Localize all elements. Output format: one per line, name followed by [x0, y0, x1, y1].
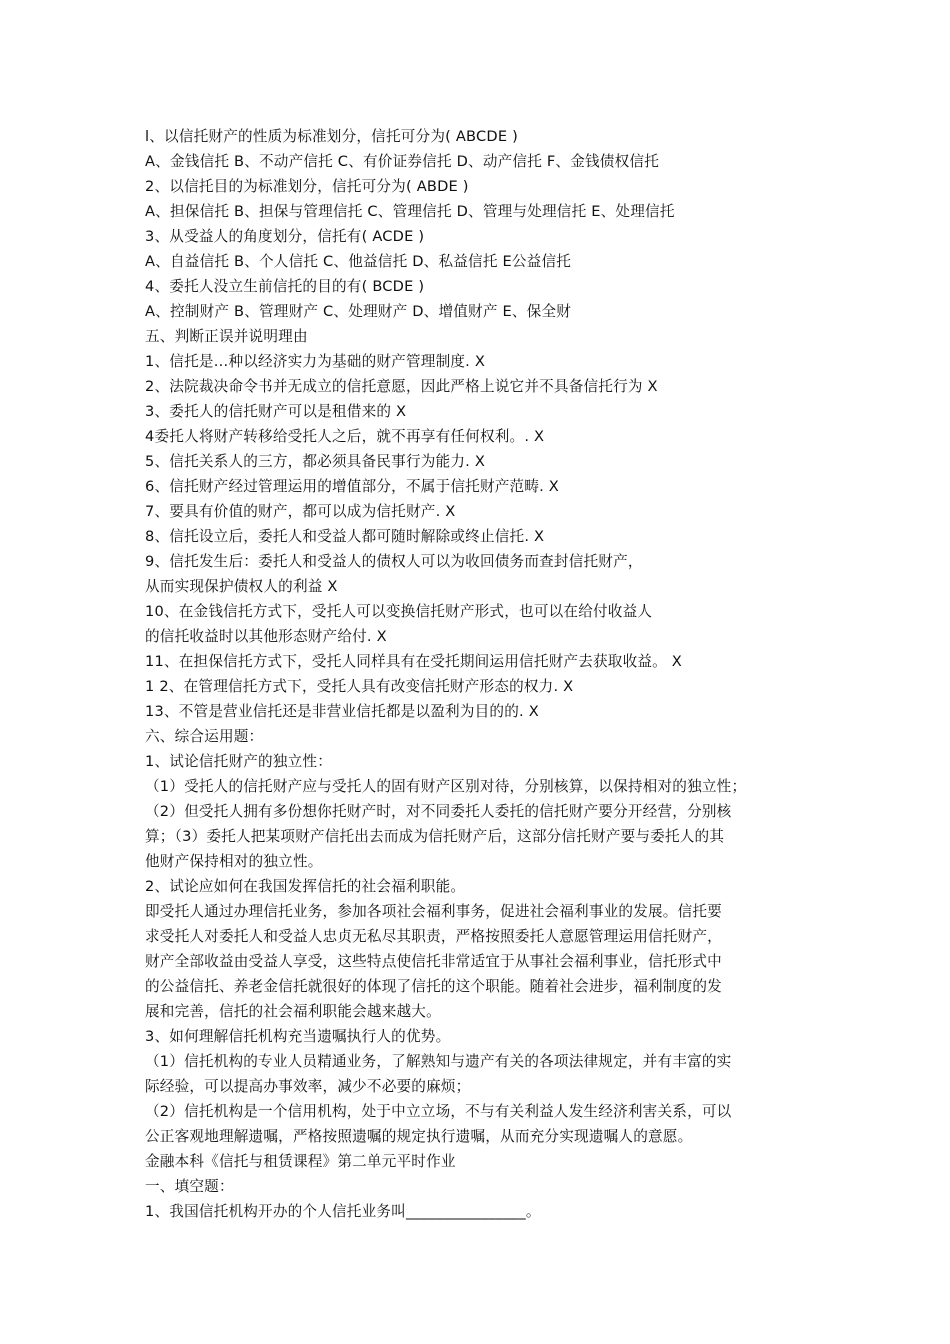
essay-answer-line: （1）信托机构的专业人员精通业务，了解熟知与遗产有关的各项法律规定，并有丰富的实 — [145, 1053, 732, 1070]
essay-answer-line: （2）信托机构是一个信用机构，处于中立立场，不与有关利益人发生经济利害关系，可以 — [145, 1103, 732, 1120]
essay-answer-line: 求受托人对委托人和受益人忠贞无私尽其职责，严格按照委托人意愿管理运用信托财产， — [145, 928, 722, 945]
judgement-line: 7、要具有价值的财产，都可以成为信托财产. X — [145, 503, 456, 520]
judgement-line: 1 2、在管理信托方式下，受托人具有改变信托财产形态的权力. X — [145, 678, 574, 695]
fill-blank-question: 1、我国信托机构开办的个人信托业务叫________________。 — [145, 1203, 541, 1220]
judgement-line: 5、信托关系人的三方，都必须具备民事行为能力. X — [145, 453, 486, 470]
options-line: A、金钱信托 B、不动产信托 C、有价证券信托 D、动产信托 F、金钱债权信托 — [145, 153, 659, 170]
essay-question: 2、试论应如何在我国发挥信托的社会福利职能。 — [145, 878, 466, 895]
essay-answer-line: 际经验，可以提高办事效率，减少不必要的麻烦； — [145, 1078, 471, 1095]
options-line: A、控制财产 B、管理财产 C、处理财产 D、增值财产 E、保全财 — [145, 303, 572, 320]
essay-answer-line: 财产全部收益由受益人享受，这些特点使信托非常适宜于从事社会福利事业，信托形式中 — [145, 953, 722, 970]
question-line: 3、从受益人的角度划分，信托有( ACDE ) — [145, 228, 425, 245]
judgement-line: 8、信托设立后，委托人和受益人都可随时解除或终止信托. X — [145, 528, 545, 545]
essay-answer-line: 他财产保持相对的独立性。 — [145, 853, 323, 870]
section-heading: 六、综合运用题： — [145, 728, 264, 745]
judgement-line: 1、信托是…种以经济实力为基础的财产管理制度. X — [145, 353, 486, 370]
essay-answer-line: 即受托人通过办理信托业务，参加各项社会福利事务，促进社会福利事业的发展。信托要 — [145, 903, 722, 920]
section-heading: 五、判断正误并说明理由 — [145, 328, 308, 345]
essay-answer-line: （2）但受托人拥有多份想你托财产时，对不同委托人委托的信托财产要分开经营，分别核 — [145, 803, 732, 820]
judgement-line: 的信托收益时以其他形态财产给付. X — [145, 628, 387, 645]
judgement-line: 2、法院裁决命令书并无成立的信托意愿，因此严格上说它并不具备信托行为 X — [145, 378, 658, 395]
section-heading: 一、填空题： — [145, 1178, 234, 1195]
judgement-line: 9、信托发生后：委托人和受益人的债权人可以为收回债务而查封信托财产， — [145, 553, 643, 570]
judgement-line: 从而实现保护债权人的利益 X — [145, 578, 338, 595]
judgement-line: 10、在金钱信托方式下，受托人可以变换信托财产形式，也可以在给付收益人 — [145, 603, 653, 620]
question-line: 2、以信托目的为标准划分，信托可分为( ABDE ) — [145, 178, 469, 195]
options-line: A、自益信托 B、个人信托 C、他益信托 D、私益信托 E公益信托 — [145, 253, 572, 270]
judgement-line: 13、不管是营业信托还是非营业信托都是以盈利为目的的. X — [145, 703, 539, 720]
document-body — [145, 124, 815, 1224]
essay-answer-line: 展和完善，信托的社会福利职能会越来越大。 — [145, 1003, 441, 1020]
essay-question: 3、如何理解信托机构充当遗嘱执行人的优势。 — [145, 1028, 451, 1045]
unit-title: 金融本科《信托与租赁课程》第二单元平时作业 — [145, 1153, 456, 1170]
options-line: A、担保信托 B、担保与管理信托 C、管理信托 D、管理与处理信托 E、处理信托 — [145, 203, 675, 220]
question-line: l、以信托财产的性质为标准划分，信托可分为( ABCDE ) — [145, 128, 518, 145]
essay-answer-line: 的公益信托、养老金信托就很好的体现了信托的这个职能。随着社会进步，福利制度的发 — [145, 978, 722, 995]
essay-answer-line: 算；（3）委托人把某项财产信托出去而成为信托财产后，这部分信托财产要与委托人的其 — [145, 828, 725, 845]
essay-answer-line: 公正客观地理解遗嘱，严格按照遗嘱的规定执行遗嘱，从而充分实现遗嘱人的意愿。 — [145, 1128, 693, 1145]
judgement-line: 6、信托财产经过管理运用的增值部分，不属于信托财产范畴. X — [145, 478, 560, 495]
question-line: 4、委托人没立生前信托的目的有( BCDE ) — [145, 278, 425, 295]
judgement-line: 11、在担保信托方式下，受托人同样具有在受托期间运用信托财产去获取收益。 X — [145, 653, 682, 670]
essay-answer-line: （1）受托人的信托财产应与受托人的固有财产区别对待，分别核算，以保持相对的独立性； — [145, 778, 747, 795]
essay-question: 1、试论信托财产的独立性： — [145, 753, 333, 770]
judgement-line: 3、委托人的信托财产可以是租借来的 X — [145, 403, 407, 420]
judgement-line: 4委托人将财产转移给受托人之后，就不再享有任何权利。. X — [145, 428, 545, 445]
